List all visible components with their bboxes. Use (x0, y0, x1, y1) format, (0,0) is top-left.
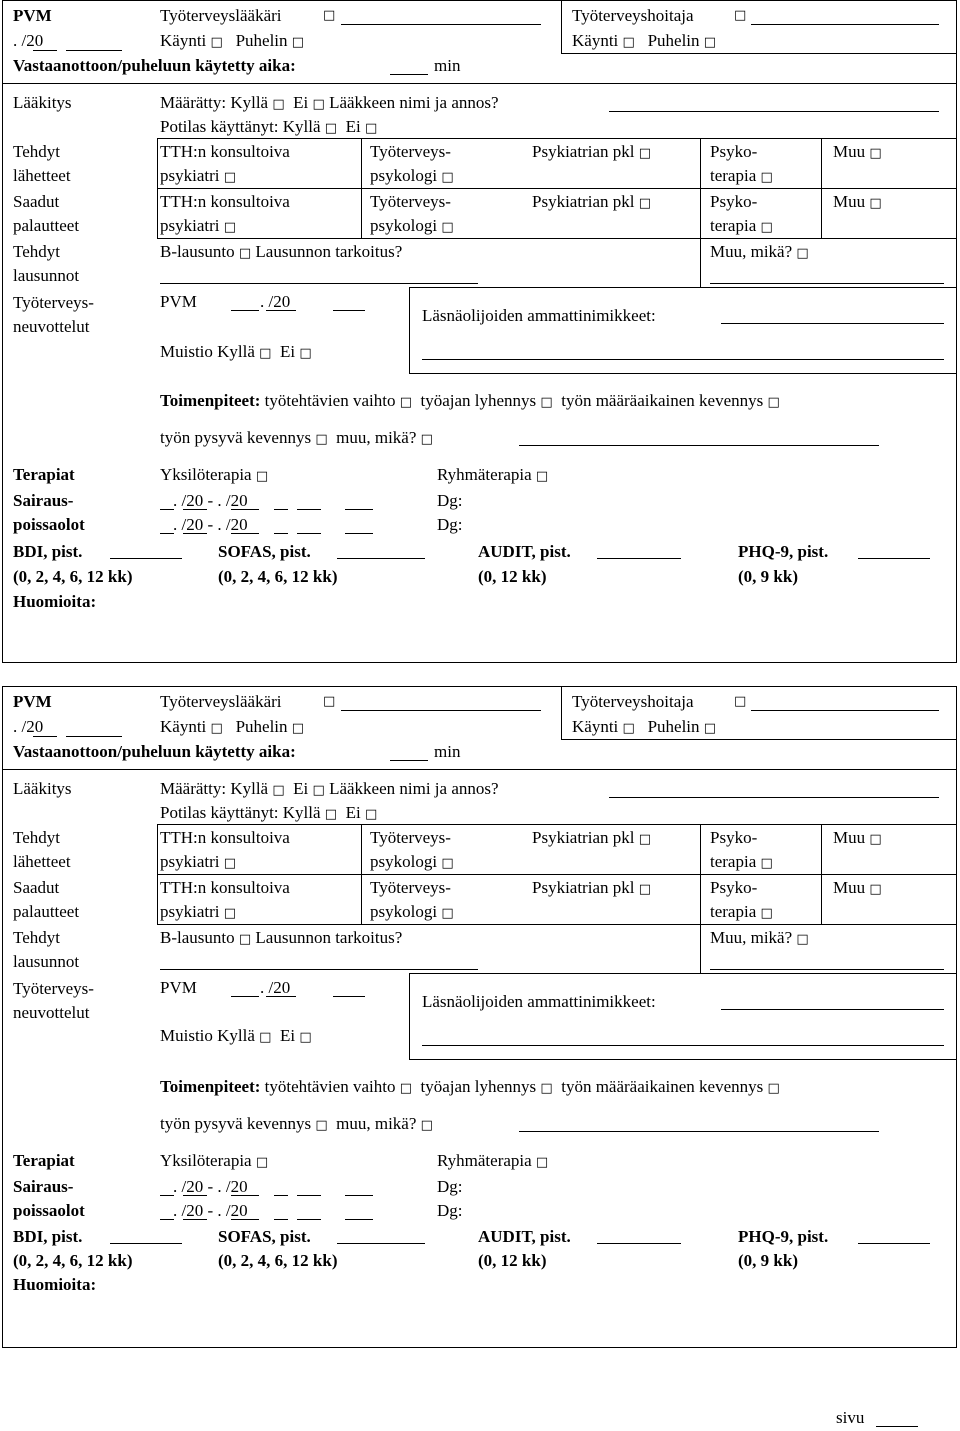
no-label: Ei (345, 117, 361, 136)
sick-leave-range-2[interactable]: . /20 - . /20 (173, 1201, 248, 1220)
memo-label: Muistio Kyllä (160, 1026, 255, 1045)
time-used-label: Vastaanottoon/puheluun käytetty aika: (13, 742, 296, 761)
yes-checkbox[interactable]: □ (272, 97, 285, 112)
other-checkbox[interactable]: □ (869, 832, 882, 847)
yes-checkbox[interactable]: □ (272, 783, 285, 798)
purpose-label: Lausunnon tarkoitus? (255, 928, 403, 947)
measures-row-1 (160, 389, 780, 415)
measure-perm-relief: työn pysyvä kevennys (160, 1114, 312, 1133)
referrals-sent-label-2: lähetteet (13, 166, 71, 185)
sofas-score-label: SOFAS, pist. (218, 542, 311, 561)
memo-yes-checkbox[interactable]: □ (259, 346, 272, 361)
pvm-label: PVM (13, 692, 52, 711)
clinic-option[interactable] (532, 876, 651, 902)
clinic-checkbox[interactable]: □ (638, 146, 652, 161)
other-what-checkbox[interactable]: □ (796, 932, 809, 947)
bdi-score-label: BDI, pist. (13, 542, 83, 561)
measure-temp-relief: työn määräaikainen kevennys (561, 391, 764, 410)
psychiatrist-checkbox[interactable]: □ (223, 220, 237, 235)
psychologist-label-2: psykologi (370, 902, 438, 921)
min-label: min (434, 742, 461, 761)
psychiatrist-label: psykiatri (160, 166, 220, 185)
measures-row-2 (160, 426, 433, 452)
therapy-checkbox[interactable]: □ (760, 220, 773, 235)
dg-label-1: Dg: (437, 491, 463, 510)
feedback-label-1: Saadut (13, 878, 60, 897)
dg-label-2: Dg: (437, 1201, 463, 1220)
tth-psychiatrist-option[interactable] (160, 214, 236, 240)
visit-checkbox[interactable]: □ (210, 35, 223, 50)
therapy-label: Psyko- (710, 878, 758, 897)
b-statement-checkbox[interactable]: □ (238, 932, 252, 947)
tth-psychiatrist-option[interactable] (160, 164, 236, 190)
perm-relief-checkbox[interactable]: □ (315, 1118, 328, 1133)
measure-temp-relief: työn määräaikainen kevennys (561, 1077, 764, 1096)
visit-checkbox[interactable]: □ (210, 721, 223, 736)
b-statement-label: B-lausunto (160, 928, 235, 947)
phone-checkbox[interactable]: □ (703, 35, 717, 50)
tth-psychiatrist-option[interactable] (160, 900, 236, 926)
phone-label: Puhelin (235, 31, 288, 50)
other-option[interactable] (833, 190, 882, 216)
psychologist-checkbox[interactable]: □ (441, 906, 454, 921)
nurse-checkbox[interactable]: □ (734, 694, 747, 709)
b-statement-option[interactable] (160, 926, 402, 952)
tth-label: TTH:n konsultoiva (160, 192, 290, 211)
no-checkbox[interactable]: □ (312, 783, 325, 798)
patient-using-label: Potilas käyttänyt: Kyllä (160, 117, 321, 136)
sick-leave-label-2: poissaolot (13, 515, 85, 534)
therapy-label-2: terapia (710, 166, 757, 185)
therapy-label: Psyko- (710, 192, 758, 211)
negotiations-label-1: Työterveys- (13, 979, 94, 998)
psychologist-option[interactable] (370, 214, 454, 240)
perm-relief-checkbox[interactable]: □ (315, 432, 328, 447)
other-label: Muu (833, 878, 866, 897)
nurse-visit-option[interactable] (572, 29, 716, 55)
clinic-option[interactable] (532, 826, 651, 852)
memo-no-checkbox[interactable]: □ (299, 1030, 312, 1045)
dg-label-1: Dg: (437, 1177, 463, 1196)
sick-leave-label-2: poissaolot (13, 1201, 85, 1220)
visit-label: Käynti (572, 31, 619, 50)
measures-label: Toimenpiteet: (160, 391, 261, 410)
temp-relief-checkbox[interactable]: □ (767, 395, 780, 410)
psychiatrist-label: psykiatri (160, 852, 220, 871)
clinic-label: Psykiatrian pkl (532, 828, 635, 847)
patient-using-label: Potilas käyttänyt: Kyllä (160, 803, 321, 822)
clinic-checkbox[interactable]: □ (638, 196, 652, 211)
sick-leave-label-1: Sairaus- (13, 1177, 74, 1196)
name-dose-label: Lääkkeen nimi ja annos? (329, 93, 499, 112)
medication-label: Lääkitys (13, 93, 72, 112)
no-label: Ei (345, 803, 361, 822)
therapy-checkbox[interactable]: □ (760, 856, 773, 871)
other-option[interactable] (833, 826, 882, 852)
memo-yes-checkbox[interactable]: □ (259, 1030, 272, 1045)
other-what-checkbox[interactable]: □ (796, 246, 809, 261)
job-change-checkbox[interactable]: □ (399, 1081, 412, 1096)
psychologist-option[interactable] (370, 164, 454, 190)
pvm-label: PVM (13, 6, 52, 25)
b-statement-label: B-lausunto (160, 242, 235, 261)
job-change-checkbox[interactable]: □ (399, 395, 412, 410)
clinic-option[interactable] (532, 140, 651, 166)
negotiations-label-2: neuvottelut (13, 1003, 90, 1022)
attendees-label: Läsnäolijoiden ammattinimikkeet: (422, 306, 656, 325)
nurse-visit-option[interactable] (572, 715, 716, 741)
psychiatrist-label: psykiatri (160, 216, 220, 235)
measure-perm-relief: työn pysyvä kevennys (160, 428, 312, 447)
purpose-label: Lausunnon tarkoitus? (255, 242, 403, 261)
group-therapy-option[interactable] (437, 1149, 548, 1175)
therapy-option[interactable] (710, 900, 773, 926)
no-checkbox[interactable]: □ (312, 97, 325, 112)
prescribed-label: Määrätty: Kyllä (160, 779, 269, 798)
dg-label-2: Dg: (437, 515, 463, 534)
measures-row-1 (160, 1075, 780, 1101)
notes-label: Huomioita: (13, 1275, 97, 1294)
psychologist-label: Työterveys- (370, 828, 451, 847)
bdi-range: (0, 2, 4, 6, 12 kk) (13, 1251, 133, 1270)
visit-checkbox[interactable]: □ (622, 721, 635, 736)
individual-therapy-option[interactable] (160, 463, 268, 489)
name-dose-label: Lääkkeen nimi ja annos? (329, 779, 499, 798)
clinic-label: Psykiatrian pkl (532, 192, 635, 211)
no-label: Ei (293, 93, 309, 112)
tth-label: TTH:n konsultoiva (160, 828, 290, 847)
sick-leave-range-2[interactable]: . /20 - . /20 (173, 515, 248, 534)
audit-range: (0, 12 kk) (478, 567, 547, 586)
memo-option[interactable] (160, 1024, 312, 1050)
negotiations-label-1: Työterveys- (13, 293, 94, 312)
therapy-label-2: terapia (710, 902, 757, 921)
psychologist-label-2: psykologi (370, 166, 438, 185)
phone-checkbox[interactable]: □ (291, 721, 305, 736)
psychologist-option[interactable] (370, 900, 454, 926)
measure-other-checkbox[interactable]: □ (420, 1118, 433, 1133)
memo-label: Muistio Kyllä (160, 342, 255, 361)
therapy-checkbox[interactable]: □ (760, 170, 773, 185)
b-statement-option[interactable] (160, 240, 402, 266)
therapy-option[interactable] (710, 850, 773, 876)
prescribed-label: Määrätty: Kyllä (160, 93, 269, 112)
memo-no-label: Ei (279, 342, 296, 361)
feedback-label-2: palautteet (13, 902, 80, 921)
statements-label-1: Tehdyt (13, 928, 60, 947)
phone-label: Puhelin (647, 717, 700, 736)
temp-relief-checkbox[interactable]: □ (767, 1081, 780, 1096)
other-option[interactable] (833, 876, 882, 902)
attendees-label: Läsnäolijoiden ammattinimikkeet: (422, 992, 656, 1011)
psychiatrist-checkbox[interactable]: □ (223, 906, 237, 921)
therapy-checkbox[interactable]: □ (760, 906, 773, 921)
sick-leave-label-1: Sairaus- (13, 491, 74, 510)
phq9-range: (0, 9 kk) (738, 567, 798, 586)
tth-label: TTH:n konsultoiva (160, 878, 290, 897)
measure-shorter-hours: työajan lyhennys (420, 1077, 537, 1096)
statements-label-1: Tehdyt (13, 242, 60, 261)
referrals-sent-label-1: Tehdyt (13, 142, 60, 161)
sofas-score-label: SOFAS, pist. (218, 1227, 311, 1246)
other-checkbox[interactable]: □ (869, 196, 882, 211)
statement-other-option[interactable] (710, 926, 809, 952)
phq9-score-label: PHQ-9, pist. (738, 542, 829, 561)
negotiation-pvm-label: PVM (160, 978, 197, 997)
other-what-label: Muu, mikä? (710, 928, 793, 947)
other-checkbox[interactable]: □ (869, 146, 882, 161)
feedback-label-2: palautteet (13, 216, 80, 235)
phq9-range: (0, 9 kk) (738, 1251, 798, 1270)
memo-no-label: Ei (279, 1026, 296, 1045)
memo-option[interactable] (160, 340, 312, 366)
therapy-label-2: terapia (710, 852, 757, 871)
psychiatrist-label: psykiatri (160, 902, 220, 921)
negotiation-date-field[interactable]: . /20 (260, 978, 291, 997)
phone-label: Puhelin (235, 717, 288, 736)
measures-row-2 (160, 1112, 433, 1138)
tth-label: TTH:n konsultoiva (160, 142, 290, 161)
psychologist-option[interactable] (370, 850, 454, 876)
group-therapy-option[interactable] (437, 463, 548, 489)
other-option[interactable] (833, 140, 882, 166)
tth-psychiatrist-option[interactable] (160, 850, 236, 876)
therapies-label: Terapiat (13, 1151, 75, 1170)
audit-score-label: AUDIT, pist. (478, 1227, 571, 1246)
psychiatrist-checkbox[interactable]: □ (223, 856, 237, 871)
therapy-label: Psyko- (710, 142, 758, 161)
clinic-label: Psykiatrian pkl (532, 878, 635, 897)
measure-other: muu, mikä? (336, 428, 417, 447)
nurse-label: Työterveyshoitaja (572, 6, 694, 25)
medication-prescribed[interactable] (160, 777, 499, 803)
group-therapy-label: Ryhmäterapia (437, 1151, 532, 1170)
phq9-score-label: PHQ-9, pist. (738, 1227, 829, 1246)
therapy-label-2: terapia (710, 216, 757, 235)
therapies-label: Terapiat (13, 465, 75, 484)
sofas-range: (0, 2, 4, 6, 12 kk) (218, 567, 338, 586)
b-statement-checkbox[interactable]: □ (238, 246, 252, 261)
individual-therapy-option[interactable] (160, 1149, 268, 1175)
measure-job-change: työtehtävien vaihto (264, 1077, 396, 1096)
sofas-range: (0, 2, 4, 6, 12 kk) (218, 1251, 338, 1270)
feedback-label-1: Saadut (13, 192, 60, 211)
measure-shorter-hours: työajan lyhennys (420, 391, 537, 410)
clinic-checkbox[interactable]: □ (638, 882, 652, 897)
shorter-hours-checkbox[interactable]: □ (540, 395, 553, 410)
referrals-sent-label-2: lähetteet (13, 852, 71, 871)
medication-label: Lääkitys (13, 779, 72, 798)
negotiation-date-field[interactable]: . /20 (260, 292, 291, 311)
psychologist-label: Työterveys- (370, 192, 451, 211)
shorter-hours-checkbox[interactable]: □ (540, 1081, 553, 1096)
no-label: Ei (293, 779, 309, 798)
psychologist-label: Työterveys- (370, 142, 451, 161)
therapy-option[interactable] (710, 214, 773, 240)
other-label: Muu (833, 142, 866, 161)
psychologist-label-2: psykologi (370, 852, 438, 871)
followup-form-2 (2, 686, 957, 1348)
no-checkbox[interactable]: □ (364, 121, 378, 136)
statements-label-2: lausunnot (13, 266, 80, 285)
pvm-date-field[interactable]: . /20 (13, 717, 44, 736)
nurse-checkbox[interactable]: □ (734, 8, 747, 23)
yes-checkbox[interactable]: □ (324, 807, 338, 822)
statements-label-2: lausunnot (13, 952, 80, 971)
visit-label: Käynti (160, 717, 207, 736)
phone-checkbox[interactable]: □ (703, 721, 717, 736)
medication-prescribed[interactable] (160, 91, 499, 117)
psychologist-checkbox[interactable]: □ (441, 220, 454, 235)
statement-other-option[interactable] (710, 240, 809, 266)
bdi-range: (0, 2, 4, 6, 12 kk) (13, 567, 133, 586)
visit-checkbox[interactable]: □ (622, 35, 635, 50)
other-what-label: Muu, mikä? (710, 242, 793, 261)
individual-therapy-label: Yksilöterapia (160, 465, 252, 484)
page-number-field[interactable] (876, 1426, 918, 1427)
clinic-label: Psykiatrian pkl (532, 142, 635, 161)
individual-therapy-checkbox[interactable]: □ (255, 469, 269, 484)
phone-checkbox[interactable]: □ (291, 35, 305, 50)
psychologist-label: Työterveys- (370, 878, 451, 897)
individual-therapy-label: Yksilöterapia (160, 1151, 252, 1170)
measures-label: Toimenpiteet: (160, 1077, 261, 1096)
clinic-option[interactable] (532, 190, 651, 216)
psychologist-label-2: psykologi (370, 216, 438, 235)
measure-other-checkbox[interactable]: □ (420, 432, 433, 447)
measure-job-change: työtehtävien vaihto (264, 391, 396, 410)
doctor-checkbox[interactable]: □ (323, 8, 336, 23)
other-label: Muu (833, 828, 866, 847)
group-therapy-checkbox[interactable]: □ (535, 1155, 549, 1170)
negotiations-label-2: neuvottelut (13, 317, 90, 336)
followup-form-1 (2, 0, 957, 663)
doctor-label: Työterveyslääkäri (160, 692, 282, 711)
individual-therapy-checkbox[interactable]: □ (255, 1155, 269, 1170)
group-therapy-label: Ryhmäterapia (437, 465, 532, 484)
negotiation-pvm-label: PVM (160, 292, 197, 311)
visit-label: Käynti (160, 31, 207, 50)
notes-label: Huomioita: (13, 592, 97, 611)
doctor-visit-option[interactable] (160, 29, 304, 55)
sick-leave-range-1[interactable]: . /20 - . /20 (173, 1177, 248, 1196)
phone-label: Puhelin (647, 31, 700, 50)
psychologist-checkbox[interactable]: □ (441, 170, 454, 185)
therapy-label: Psyko- (710, 828, 758, 847)
nurse-label: Työterveyshoitaja (572, 692, 694, 711)
clinic-checkbox[interactable]: □ (638, 832, 652, 847)
page-number-label: sivu (836, 1408, 865, 1427)
audit-score-label: AUDIT, pist. (478, 542, 571, 561)
no-checkbox[interactable]: □ (364, 807, 378, 822)
psychiatrist-checkbox[interactable]: □ (223, 170, 237, 185)
group-therapy-checkbox[interactable]: □ (535, 469, 549, 484)
sick-leave-range-1[interactable]: . /20 - . /20 (173, 491, 248, 510)
doctor-label: Työterveyslääkäri (160, 6, 282, 25)
bdi-score-label: BDI, pist. (13, 1227, 83, 1246)
other-label: Muu (833, 192, 866, 211)
therapy-option[interactable] (710, 164, 773, 190)
memo-no-checkbox[interactable]: □ (299, 346, 312, 361)
measure-other: muu, mikä? (336, 1114, 417, 1133)
yes-checkbox[interactable]: □ (324, 121, 338, 136)
pvm-date-field[interactable]: . /20 (13, 31, 44, 50)
time-used-label: Vastaanottoon/puheluun käytetty aika: (13, 56, 296, 75)
visit-label: Käynti (572, 717, 619, 736)
audit-range: (0, 12 kk) (478, 1251, 547, 1270)
referrals-sent-label-1: Tehdyt (13, 828, 60, 847)
doctor-checkbox[interactable]: □ (323, 694, 336, 709)
other-checkbox[interactable]: □ (869, 882, 882, 897)
doctor-visit-option[interactable] (160, 715, 304, 741)
psychologist-checkbox[interactable]: □ (441, 856, 454, 871)
min-label: min (434, 56, 461, 75)
